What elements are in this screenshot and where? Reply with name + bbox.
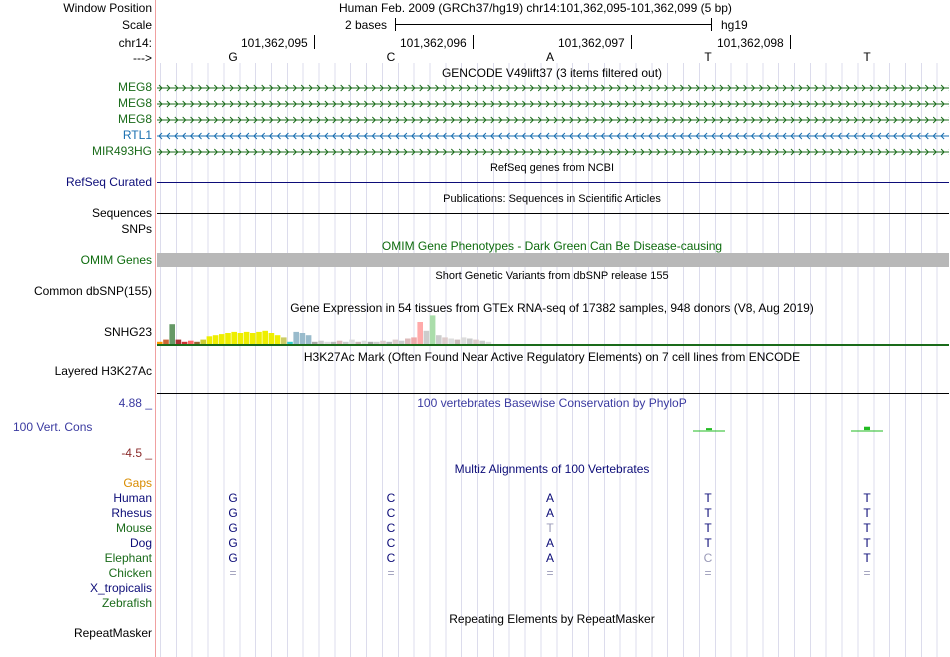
sequence-base-1: G [228,50,238,64]
alignment-base: C [703,551,713,565]
gtex-tissue-bar[interactable] [380,341,386,344]
coordinate-2: 101,362,096 [400,36,467,50]
alignment-base: C [386,506,396,520]
gtex-tissue-bar[interactable] [337,341,343,344]
phylop-track-label[interactable]: 100 Vert. Cons [13,420,93,434]
gene-label-meg8-3[interactable]: MEG8 [117,112,152,126]
gtex-tissue-bar[interactable] [244,332,250,344]
gtex-gene-label[interactable]: SNHG23 [103,325,152,339]
sequence-base-3: A [545,50,554,64]
gene-track-rtl1[interactable] [157,129,949,143]
alignment-base: T [863,551,871,565]
scale-bar-right-tick [711,18,712,31]
gtex-tissue-bar[interactable] [262,331,268,344]
alignment-base: T [863,536,871,550]
gene-label-rtl1[interactable]: RTL1 [122,128,152,142]
layered-h3k27ac-label[interactable]: Layered H3K27Ac [54,364,152,378]
gtex-tissue-bar[interactable] [157,342,163,344]
species-label-x-tropicalis[interactable]: X_tropicalis [89,581,152,595]
gtex-tissue-bar[interactable] [169,324,175,344]
sequences-line[interactable] [157,213,949,214]
h3k27ac-baseline [157,393,949,394]
repeatmasker-track-title[interactable]: Repeating Elements by RepeatMasker [449,612,655,626]
gtex-tissue-bar[interactable] [355,342,361,344]
gtex-expression-bars[interactable] [157,314,949,348]
alignment-base: T [704,506,712,520]
alignment-base: = [229,566,237,580]
species-label-dog[interactable]: Dog [129,536,152,550]
alignment-base: A [545,551,554,565]
phylop-min-label: -4.5 _ [121,446,152,460]
phylop-track-title[interactable]: 100 vertebrates Basewise Conservation by PhyloP [417,396,687,410]
species-label-mouse[interactable]: Mouse [115,521,152,535]
gtex-tissue-bar[interactable] [231,332,237,344]
gtex-tissue-bar[interactable] [473,340,479,344]
gaps-label[interactable]: Gaps [123,476,152,490]
dbsnp-track-title[interactable]: Short Genetic Variants from dbSNP release 155 [435,270,669,282]
alignment-base: G [228,521,238,535]
gtex-tissue-bar[interactable] [448,339,454,345]
gtex-tissue-bar[interactable] [306,335,312,344]
gtex-tissue-bar[interactable] [393,340,399,344]
gene-track-mir493hg[interactable] [157,145,949,159]
phylop-score-bar[interactable] [706,428,712,430]
gtex-tissue-bar[interactable] [362,341,368,344]
phylop-max-label: 4.88 _ [118,396,152,410]
species-label-elephant[interactable]: Elephant [104,551,152,565]
gene-track-meg8-1[interactable] [157,81,949,95]
gtex-tissue-bar[interactable] [324,342,330,344]
gtex-tissue-bar[interactable] [312,342,318,344]
gtex-tissue-bar[interactable] [343,342,349,344]
chromosome-label: chr14: [118,36,152,50]
snps-label[interactable]: SNPs [121,222,152,236]
alignment-base: T [863,491,871,505]
scale-bar [395,24,711,25]
sequence-base-5: T [863,50,871,64]
gene-label-mir493hg[interactable]: MIR493HG [91,144,152,158]
omim-feature-bar[interactable] [157,253,949,267]
alignment-base: T [863,521,871,535]
gtex-tissue-bar[interactable] [455,340,461,344]
coordinate-3: 101,362,097 [558,36,625,50]
gtex-tissue-bar[interactable] [331,342,337,344]
alignment-base: T [863,506,871,520]
strand-direction-label: ---> [133,51,152,65]
refseq-curated-label[interactable]: RefSeq Curated [65,175,152,189]
gtex-tissue-bar[interactable] [300,333,306,344]
gtex-baseline [157,344,949,346]
gtex-tissue-bar[interactable] [430,315,436,344]
gtex-tissue-bar[interactable] [405,339,411,345]
gtex-tissue-bar[interactable] [269,333,275,344]
sequences-label[interactable]: Sequences [91,206,152,220]
scale-value: 2 bases [345,18,388,32]
common-dbsnp-label[interactable]: Common dbSNP(155) [33,284,152,298]
gtex-tissue-bar[interactable] [200,340,206,344]
alignment-base: = [704,566,712,580]
gtex-tissue-bar[interactable] [486,342,492,344]
gene-label-meg8-2[interactable]: MEG8 [117,96,152,110]
alignment-base: A [545,506,554,520]
alignment-base: T [704,521,712,535]
phylop-score-plot[interactable] [157,403,949,455]
gtex-tissue-bar[interactable] [399,341,405,344]
gtex-tissue-bar[interactable] [213,335,219,344]
coordinate-tick-1 [314,35,315,49]
coordinate-4: 101,362,098 [717,36,784,50]
gtex-tissue-bar[interactable] [411,337,417,344]
multiz-track-title[interactable]: Multiz Alignments of 100 Vertebrates [454,462,650,476]
gene-track-meg8-3[interactable] [157,113,949,127]
gtex-tissue-bar[interactable] [281,337,287,344]
gtex-tissue-bar[interactable] [238,333,244,344]
repeatmasker-label[interactable]: RepeatMasker [73,626,152,640]
publications-track-title[interactable]: Publications: Sequences in Scientific Articles [443,193,661,205]
alignment-base: C [386,551,396,565]
refseq-curated-line[interactable] [157,182,949,183]
alignment-base: T [704,536,712,550]
sequence-base-4: T [704,50,712,64]
refseq-track-title[interactable]: RefSeq genes from NCBI [489,162,615,174]
gtex-tissue-bar[interactable] [417,322,423,344]
omim-track-title[interactable]: OMIM Gene Phenotypes - Dark Green Can Be Disease-causing [381,239,723,253]
window-position-label: Window Position [63,1,152,15]
phylop-score-bar[interactable] [864,427,870,430]
gencode-track-title[interactable]: GENCODE V49lift37 (3 items filtered out) [441,66,663,80]
gtex-tissue-bar[interactable] [467,339,473,345]
alignment-base: G [228,536,238,550]
coordinate-tick-2 [473,35,474,49]
gtex-tissue-bar[interactable] [386,342,392,344]
gtex-tissue-bar[interactable] [368,342,374,344]
alignment-base: = [387,566,395,580]
gtex-tissue-bar[interactable] [182,342,188,344]
sequence-base-2: C [386,50,396,64]
gtex-tissue-bar[interactable] [176,340,182,344]
gene-track-meg8-2[interactable] [157,97,949,111]
coordinate-tick-4 [790,35,791,49]
gtex-tissue-bar[interactable] [461,337,467,344]
gtex-tissue-bar[interactable] [442,337,448,344]
alignment-base: = [546,566,554,580]
alignment-base: = [863,566,871,580]
alignment-base: A [545,536,554,550]
alignment-base: T [704,491,712,505]
alignment-base: G [228,491,238,505]
gtex-tissue-bar[interactable] [250,333,256,344]
gtex-tissue-bar[interactable] [275,335,281,344]
gtex-tissue-bar[interactable] [374,342,380,344]
alignment-base: A [545,491,554,505]
gtex-tissue-bar[interactable] [424,331,430,344]
gtex-tissue-bar[interactable] [287,342,293,344]
gtex-tissue-bar[interactable] [225,333,231,344]
alignment-base: G [228,551,238,565]
coordinate-tick-3 [631,35,632,49]
omim-genes-label[interactable]: OMIM Genes [80,253,152,267]
species-label-zebrafish[interactable]: Zebrafish [101,596,152,610]
gene-label-meg8-1[interactable]: MEG8 [117,80,152,94]
gtex-tissue-bar[interactable] [479,341,485,344]
scale-label: Scale [121,18,152,32]
scale-bar-left-tick [395,18,396,31]
alignment-base: C [386,491,396,505]
gtex-tissue-bar[interactable] [207,336,213,344]
assembly-position: Human Feb. 2009 (GRCh37/hg19) chr14:101,362,095-101,362,099 (5 bp) [339,1,732,15]
scale-db: hg19 [721,18,748,32]
gtex-tissue-bar[interactable] [163,340,169,344]
gtex-tissue-bar[interactable] [318,341,324,344]
gtex-tissue-bar[interactable] [194,342,200,344]
gtex-tissue-bar[interactable] [188,341,194,344]
gtex-tissue-bar[interactable] [219,334,225,344]
species-label-chicken[interactable]: Chicken [108,566,152,580]
gtex-tissue-bar[interactable] [293,332,299,344]
coordinate-1: 101,362,095 [241,36,308,50]
alignment-base: T [546,521,554,535]
gtex-track-title[interactable]: Gene Expression in 54 tissues from GTEx RNA-seq of 17382 samples, 948 donors (V8, Aug 2019) [290,301,814,315]
h3k27ac-track-title[interactable]: H3K27Ac Mark (Often Found Near Active Regulatory Elements) on 7 cell lines from ENCODE [303,350,801,364]
species-label-human[interactable]: Human [113,491,152,505]
gtex-tissue-bar[interactable] [436,335,442,344]
gtex-tissue-bar[interactable] [349,340,355,344]
alignment-base: C [386,521,396,535]
alignment-base: G [228,506,238,520]
gtex-tissue-bar[interactable] [256,332,262,344]
alignment-base: C [386,536,396,550]
species-label-rhesus[interactable]: Rhesus [111,506,152,520]
